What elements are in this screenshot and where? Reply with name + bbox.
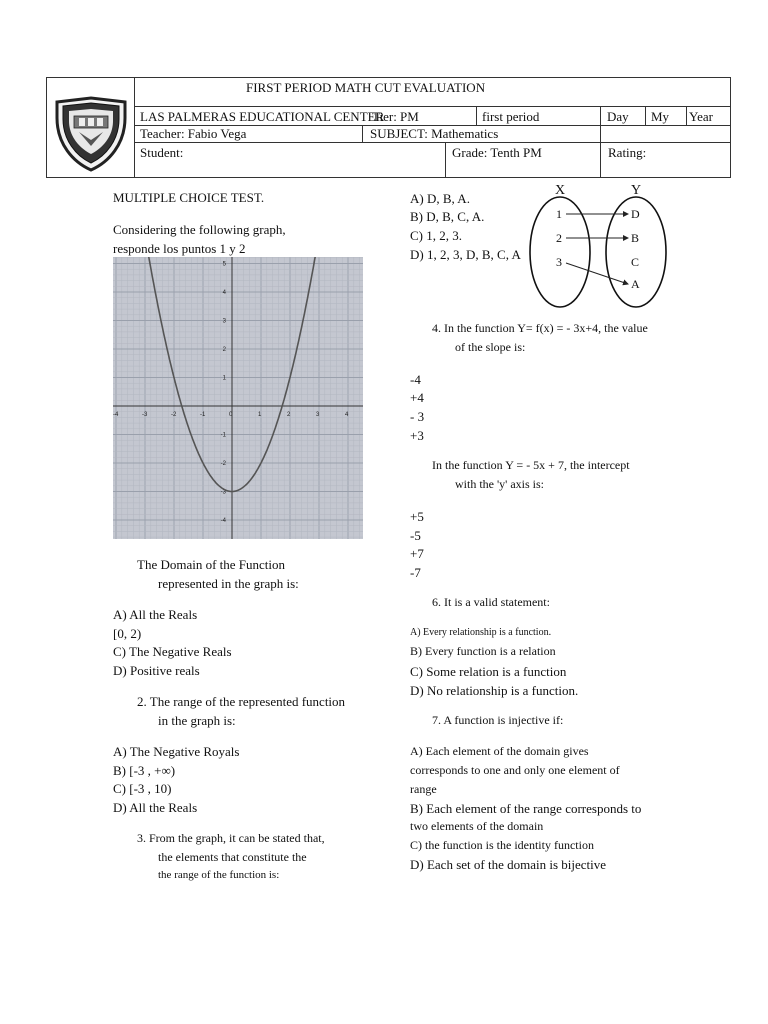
domain-element-1: 1 [556, 207, 562, 221]
q1-option-d[interactable]: D) Positive reals [113, 663, 200, 678]
q1-option-c[interactable]: C) The Negative Reals [113, 644, 232, 659]
header-table [46, 77, 731, 178]
q3-option-d[interactable]: D) 1, 2, 3, D, B, C, A [410, 247, 521, 262]
q6-option-d[interactable]: D) No relationship is a function. [410, 683, 579, 698]
y-tick-label: -2 [220, 461, 226, 467]
row-divider-3 [134, 142, 731, 143]
period-label: first period [482, 109, 540, 124]
range-element-b: B [631, 231, 640, 245]
parabola-graph [113, 257, 363, 539]
q7-option-a-line-2[interactable]: corresponds to one and only one element of [410, 763, 620, 777]
q2-option-b[interactable]: B) [-3 , +∞) [113, 763, 176, 778]
y-tick-label: 4 [222, 290, 226, 296]
set-x-label: X [555, 183, 566, 198]
x-tick-label: 1 [258, 412, 262, 418]
q5-option-c[interactable]: +7 [410, 546, 424, 561]
subject-label: SUBJECT: Mathematics [370, 126, 499, 141]
domain-element-3: 3 [556, 255, 562, 269]
x-tick-label: -2 [171, 412, 177, 418]
intro-line-2: responde los puntos 1 y 2 [113, 241, 246, 256]
y-tick-label: 3 [222, 318, 226, 325]
month-label: My [651, 109, 670, 124]
q1-text-line-1: The Domain of the Function [137, 557, 286, 572]
q2-option-a[interactable]: A) The Negative Royals [113, 744, 240, 759]
y-tick-label: 2 [222, 347, 226, 353]
q4-text-line-1: 4. In the function Y= f(x) = - 3x+4, the value [432, 321, 648, 335]
q6-option-c[interactable]: C) Some relation is a function [410, 664, 567, 679]
q7-option-a-line-1[interactable]: A) Each element of the domain gives [410, 744, 589, 758]
intro-line-1: Considering the following graph, [113, 222, 286, 237]
y-tick-label: -4 [220, 518, 226, 524]
range-element-c: C [631, 255, 640, 269]
q5-option-d[interactable]: -7 [410, 565, 421, 580]
q4-option-c[interactable]: - 3 [410, 409, 425, 424]
arrow-3-to-a [566, 263, 628, 284]
y-tick-label: 5 [222, 261, 226, 268]
mc-title: MULTIPLE CHOICE TEST. [113, 190, 265, 205]
q4-option-a[interactable]: -4 [410, 372, 421, 387]
q1-text-line-2: represented in the graph is: [158, 576, 299, 591]
q4-text-line-2: of the slope is: [455, 340, 526, 354]
q4-option-d[interactable]: +3 [410, 428, 424, 443]
range-element-d: D [631, 207, 640, 221]
x-tick-label: -4 [113, 412, 119, 418]
tier-label: Tier: PM [372, 109, 419, 124]
x-tick-label: -1 [200, 412, 206, 418]
q3-text-line-1: 3. From the graph, it can be stated that, [137, 831, 325, 845]
q7-option-d[interactable]: D) Each set of the domain is bijective [410, 857, 607, 872]
q7-text-line-1: 7. A function is injective if: [432, 713, 564, 727]
q2-option-d[interactable]: D) All the Reals [113, 800, 198, 815]
range-element-a: A [631, 277, 640, 291]
x-tick-label: 4 [345, 412, 349, 418]
q3-option-b[interactable]: B) D, B, C, A. [410, 209, 485, 224]
q2-text-line-1: 2. The range of the represented function [137, 694, 346, 709]
q7-option-b-line-2[interactable]: two elements of the domain [410, 819, 544, 833]
set-y-label: Y [631, 183, 642, 198]
q3-option-c[interactable]: C) 1, 2, 3. [410, 228, 462, 243]
teacher-label: Teacher: Fabio Vega [140, 126, 247, 141]
q7-option-c[interactable]: C) the function is the identity function [410, 838, 594, 852]
q3-text-line-2: the elements that constitute the [158, 850, 307, 864]
year-label: Year [689, 109, 713, 124]
q3-text-line-3: the range of the function is: [158, 869, 280, 881]
q2-text-line-2: in the graph is: [158, 713, 236, 728]
q7-option-a-line-3[interactable]: range [410, 782, 437, 796]
rating-label: Rating: [608, 145, 647, 160]
q2-option-c[interactable]: C) [-3 , 10) [113, 781, 172, 796]
q5-option-b[interactable]: -5 [410, 528, 421, 543]
q5-text-line-1: In the function Y = - 5x + 7, the intercept [432, 458, 630, 472]
school-logo [51, 96, 131, 172]
q4-option-b[interactable]: +4 [410, 390, 424, 405]
relation-diagram [520, 181, 676, 311]
x-tick-label: 3 [316, 412, 320, 418]
student-label: Student: [140, 145, 184, 160]
q5-text-line-2: with the 'y' axis is: [455, 477, 544, 491]
day-label: Day [607, 109, 629, 124]
domain-element-2: 2 [556, 231, 562, 245]
x-tick-label: -3 [142, 412, 148, 418]
school-name: LAS PALMERAS EDUCATIONAL CENTER [140, 109, 385, 124]
q6-text-line-1: 6. It is a valid statement: [432, 595, 550, 609]
y-tick-label: -1 [220, 432, 226, 439]
row-divider-1 [134, 106, 731, 107]
q6-option-b[interactable]: B) Every function is a relation [410, 644, 556, 658]
q5-option-a[interactable]: +5 [410, 509, 424, 524]
y-tick-label: -3 [220, 489, 226, 496]
q1-option-b[interactable]: [0, 2) [113, 626, 142, 641]
x-tick-label: 0 [229, 412, 233, 418]
x-tick-label: 2 [287, 412, 291, 418]
q1-option-a[interactable]: A) All the Reals [113, 607, 198, 622]
grade-label: Grade: Tenth PM [452, 145, 542, 160]
y-tick-label: 1 [222, 375, 226, 382]
q7-option-b-line-1[interactable]: B) Each element of the range corresponds to [410, 801, 642, 816]
evaluation-title: FIRST PERIOD MATH CUT EVALUATION [246, 80, 486, 95]
q6-option-a[interactable]: A) Every relationship is a function. [410, 627, 552, 638]
logo-divider [134, 78, 135, 177]
q3-option-a[interactable]: A) D, B, A. [410, 191, 470, 206]
